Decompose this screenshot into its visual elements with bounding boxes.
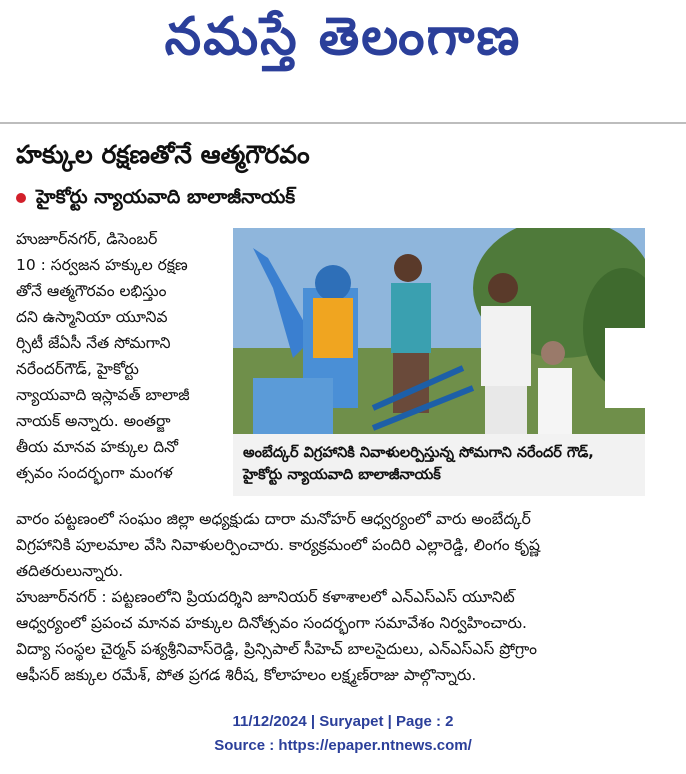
column-line: తోనే ఆత్మగౌరవం లభిస్తుం <box>16 282 167 300</box>
body-line: వారం పట్టణంలో సంఘం జిల్లా అధ్యక్షుడు దారా మనోహర్ ఆధ్వర్యంలో వారు అంబేద్కర్ <box>16 510 531 528</box>
body-line: విద్యా సంస్థల చైర్మన్ పశ్యశ్రీనివాస్‌రెడ్డి, ప్రిన్సిపాల్ సీహెచ్ బాలసైదులు, ఎన్ఎస్ఎస్ ప్రోగ్రాం <box>16 640 537 658</box>
photo-caption: అంబేద్కర్ విగ్రహానికి నివాళులర్పిస్తున్న సోమగాని నరేందర్ గౌడ్, హైకోర్టు న్యాయవాది బాలాజీనాయక్ <box>233 434 645 496</box>
column-line: ర్సిటీ జేఏసీ నేత సోమగాని <box>16 334 171 352</box>
article-column <box>16 226 224 486</box>
body-line: హుజూర్‌నగర్ : పట్టణంలోని ప్రియదర్శిని జూనియర్ కళాశాలలో ఎన్ఎస్ఎస్ యూనిట్ <box>16 588 515 606</box>
column-line: త్సవం సందర్భంగా మంగళ <box>16 464 173 482</box>
column-line: హుజూర్‌నగర్, డిసెంబర్ <box>16 230 158 248</box>
column-line: దని ఉస్మానియా యూనివ <box>16 308 168 326</box>
newspaper-logo: నమస్తే తెలంగాణ <box>164 6 522 67</box>
body-line: ఆధ్వర్యంలో ప్రపంచ మానవ హక్కుల దినోత్సవం సందర్భంగా సమావేశం నిర్వహించారు. <box>16 614 527 632</box>
article-subhead <box>16 186 295 213</box>
column-line: తీయ మానవ హక్కుల దినో <box>16 438 179 456</box>
footer <box>0 710 686 758</box>
article-body <box>16 506 676 688</box>
source-link[interactable]: Source : https://epaper.ntnews.com/ <box>214 737 472 754</box>
article-photo <box>233 228 645 434</box>
body-line: తదితరులున్నారు. <box>16 562 124 580</box>
article-headline: హక్కుల రక్షణతోనే ఆత్మగౌరవం <box>16 140 310 169</box>
masthead <box>0 0 686 100</box>
edition-info: 11/12/2024 | Suryapet | Page : 2 <box>232 713 454 730</box>
column-line: నరేందర్‌గౌడ్, హైకోర్టు <box>16 360 139 378</box>
column-line: న్యాయవాది ఇస్లావత్ బాలాజీ <box>16 386 190 404</box>
column-line: నాయక్ అన్నారు. అంతర్జా <box>16 412 171 430</box>
header-divider <box>0 122 686 124</box>
column-line: 10 : సర్వజన హక్కుల రక్షణ <box>16 256 188 274</box>
bullet-icon <box>16 193 26 203</box>
subhead-text: హైకోర్టు న్యాయవాది బాలాజీనాయక్ <box>36 186 296 208</box>
body-line: విగ్రహానికి పూలమాల వేసి నివాళులర్పించారు. కార్యక్రమంలో పందిరి ఎల్లారెడ్డి, లింగం కృష్ణ <box>16 536 540 554</box>
body-line: ఆఫీసర్ జక్కుల రమేశ్, పోత ప్రగడ శిరీష, కోలాహలం లక్ష్మణ్‌రాజు పాల్గొన్నారు. <box>16 666 477 684</box>
